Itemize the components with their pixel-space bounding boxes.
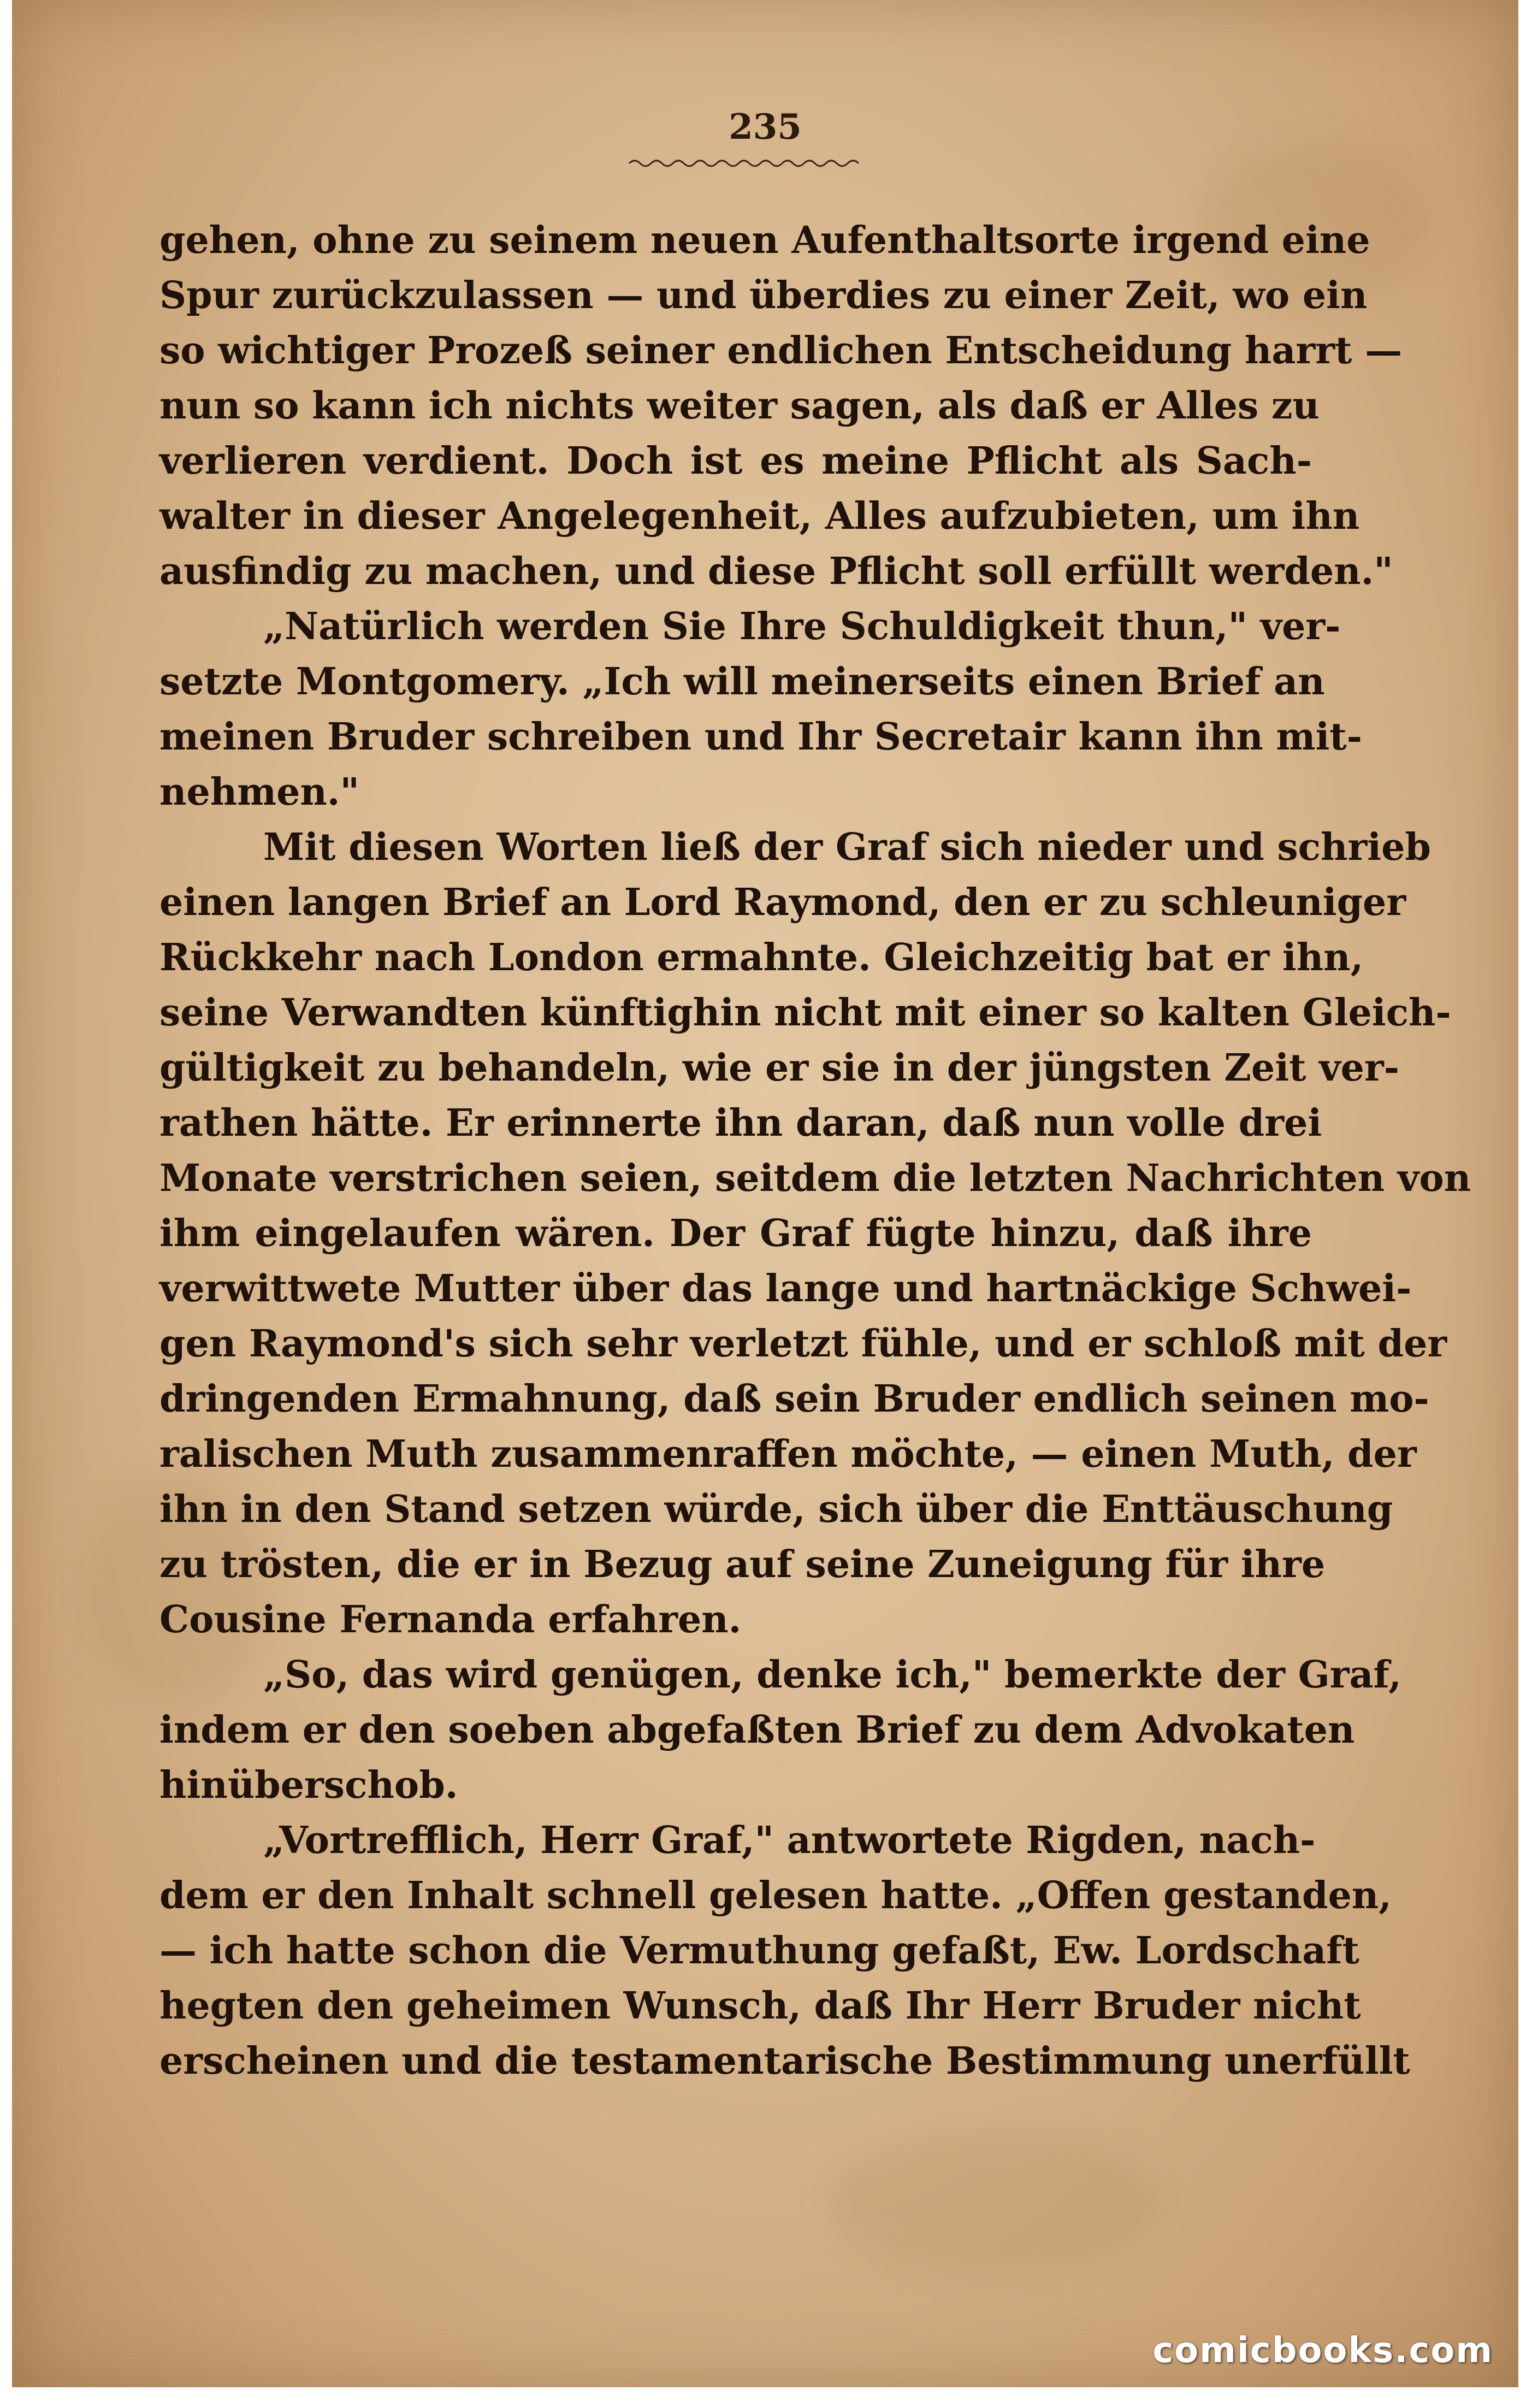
text-line: ihn in den Stand setzen würde, sich über die Enttäuschung bbox=[159, 1488, 1393, 1531]
text-line: Monate verstrichen seien, seitdem die letzten Nachrichten von bbox=[159, 1156, 1471, 1200]
text-line: Spur zurückzulassen — und überdies zu einer Zeit, wo ein bbox=[159, 274, 1368, 317]
text-line: Rückkehr nach London ermahnte. Gleichzeitig bat er ihn, bbox=[159, 936, 1364, 979]
text-line: gültigkeit zu behandeln, wie er sie in der jüngsten Zeit ver- bbox=[159, 1046, 1399, 1090]
text-line: ralischen Muth zusammenraffen möchte, — einen Muth, der bbox=[159, 1432, 1417, 1476]
text-line: ausfindig zu machen, und diese Pflicht soll erfüllt werden." bbox=[159, 550, 1393, 593]
text-line: dringenden Ermahnung, daß sein Bruder endlich seinen mo- bbox=[159, 1377, 1429, 1421]
watermark: comicbooks.com bbox=[1152, 2330, 1493, 2371]
decorative-rule bbox=[629, 156, 859, 169]
text-line: setzte Montgomery. „Ich will meinerseits einen Brief an bbox=[159, 660, 1325, 704]
text-line: seine Verwandten künftighin nicht mit einer so kalten Gleich- bbox=[159, 991, 1451, 1035]
paper-stain bbox=[831, 2130, 1159, 2273]
page-number: 235 bbox=[729, 107, 802, 147]
text-line: verwittwete Mutter über das lange und hartnäckige Schwei- bbox=[159, 1267, 1412, 1311]
text-line: ihm eingelaufen wären. Der Graf fügte hinzu, daß ihre bbox=[159, 1212, 1312, 1255]
text-line: gen Raymond's sich sehr verletzt fühle, und er schloß mit der bbox=[159, 1322, 1447, 1366]
paragraph bbox=[159, 1813, 1410, 2089]
text-line: — ich hatte schon die Vermuthung gefaßt, Ew. Lordschaft bbox=[159, 1929, 1359, 1973]
text-line: Cousine Fernanda erfahren. bbox=[159, 1598, 742, 1642]
text-line: indem er den soeben abgefaßten Brief zu dem Advokaten bbox=[159, 1708, 1355, 1752]
text-line: rathen hätte. Er erinnerte ihn daran, daß nun volle drei bbox=[159, 1101, 1322, 1145]
text-line: verlieren verdient. Doch ist es meine Pflicht als Sach- bbox=[159, 439, 1312, 483]
paragraph bbox=[159, 820, 1471, 1648]
text-line: nun so kann ich nichts weiter sagen, als daß er Alles zu bbox=[159, 384, 1320, 428]
text-line: meinen Bruder schreiben und Ihr Secretair kann ihn mit- bbox=[159, 715, 1362, 759]
body-text bbox=[159, 213, 1471, 2089]
text-line: zu trösten, die er in Bezug auf seine Zuneigung für ihre bbox=[159, 1543, 1326, 1586]
text-line: nehmen." bbox=[159, 770, 359, 814]
text-line: so wichtiger Prozeß seiner endlichen Entscheidung harrt — bbox=[159, 329, 1403, 373]
paragraph bbox=[159, 1648, 1401, 1813]
text-line: hegten den geheimen Wunsch, daß Ihr Herr Bruder nicht bbox=[159, 1984, 1361, 2028]
text-line: einen langen Brief an Lord Raymond, den er zu schleuniger bbox=[159, 881, 1406, 924]
book-page bbox=[12, 0, 1518, 2387]
paragraph bbox=[159, 213, 1403, 599]
text-line: hinüberschob. bbox=[159, 1763, 458, 1807]
text-line: dem er den Inhalt schnell gelesen hatte. „Offen gestanden, bbox=[159, 1874, 1392, 1917]
text-line: „Natürlich werden Sie Ihre Schuldigkeit thun," ver- bbox=[263, 605, 1341, 648]
text-line: erscheinen und die testamentarische Bestimmung unerfüllt bbox=[159, 2039, 1410, 2083]
paragraph bbox=[159, 599, 1362, 820]
text-line: gehen, ohne zu seinem neuen Aufenthaltsorte irgend eine bbox=[159, 219, 1370, 262]
text-line: walter in dieser Angelegenheit, Alles aufzubieten, um ihn bbox=[159, 494, 1360, 538]
text-line: Mit diesen Worten ließ der Graf sich nieder und schrieb bbox=[263, 825, 1431, 869]
text-line: „So, das wird genügen, denke ich," bemerkte der Graf, bbox=[263, 1653, 1401, 1697]
text-line: „Vortrefflich, Herr Graf," antwortete Rigden, nach- bbox=[263, 1819, 1316, 1862]
